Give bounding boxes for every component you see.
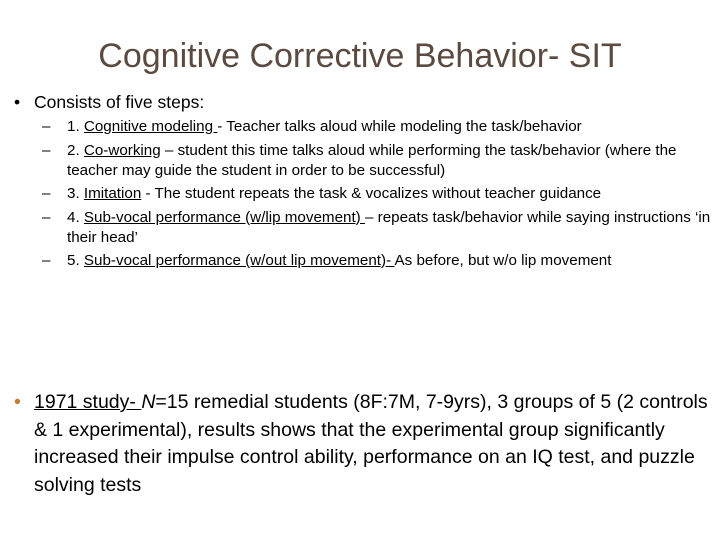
- bullet-steps-intro: [14, 90, 204, 114]
- step-term: Sub-vocal performance (w/lip movement): [83, 208, 365, 226]
- n-symbol: N: [141, 391, 156, 413]
- step-number: 5.: [67, 252, 84, 269]
- step-description: – student this time talks aloud while performing the task/behavior (where the teacher may guide the student in order to be successful): [67, 141, 677, 179]
- step-item-1: [42, 117, 712, 137]
- dash-marker: –: [42, 118, 51, 135]
- step-number: 4.: [67, 208, 84, 226]
- steps-list: [42, 117, 712, 275]
- study-label: 1971 study-: [34, 391, 142, 413]
- step-description: – repeats task/behavior while saying instructions ‘in their head’: [67, 208, 711, 246]
- slide-title: Cognitive Corrective Behavior- SIT: [98, 37, 622, 75]
- dash-marker: –: [42, 252, 51, 269]
- step-item-4: [42, 208, 712, 248]
- dash-marker: –: [42, 208, 51, 226]
- dash-marker: –: [42, 141, 51, 159]
- study-description: =15 remedial students (8F:7M, 7-9yrs), 3 groups of 5 (2 controls & 1 experimental), results shows that the experimental group significantly increased their impulse control ability, performance on an IQ test, and puzzle solving tests: [34, 391, 708, 496]
- step-term: Cognitive modeling: [83, 118, 218, 135]
- step-description: As before, but w/o lip movement: [394, 252, 612, 269]
- step-description: - Teacher talks aloud while modeling the task/behavior: [217, 118, 582, 135]
- bullet-steps-intro-text: Consists of five steps:: [34, 92, 205, 112]
- step-number: 2.: [67, 141, 84, 159]
- step-item-2: [42, 141, 712, 181]
- bullet-marker-accent: •: [14, 391, 21, 413]
- study-text: [14, 389, 714, 499]
- step-term: Co-working: [83, 141, 161, 159]
- step-number: 3.: [67, 185, 84, 202]
- step-term: Sub-vocal performance (w/out lip movement)-: [83, 252, 395, 269]
- bullet-marker: •: [14, 92, 21, 112]
- step-item-3: [42, 184, 712, 204]
- step-item-5: [42, 251, 712, 271]
- dash-marker: –: [42, 185, 51, 202]
- step-number: 1.: [67, 118, 84, 135]
- step-term: Imitation: [83, 185, 142, 202]
- step-description: - The student repeats the task & vocalizes without teacher guidance: [141, 185, 602, 202]
- bullet-study: [14, 389, 714, 499]
